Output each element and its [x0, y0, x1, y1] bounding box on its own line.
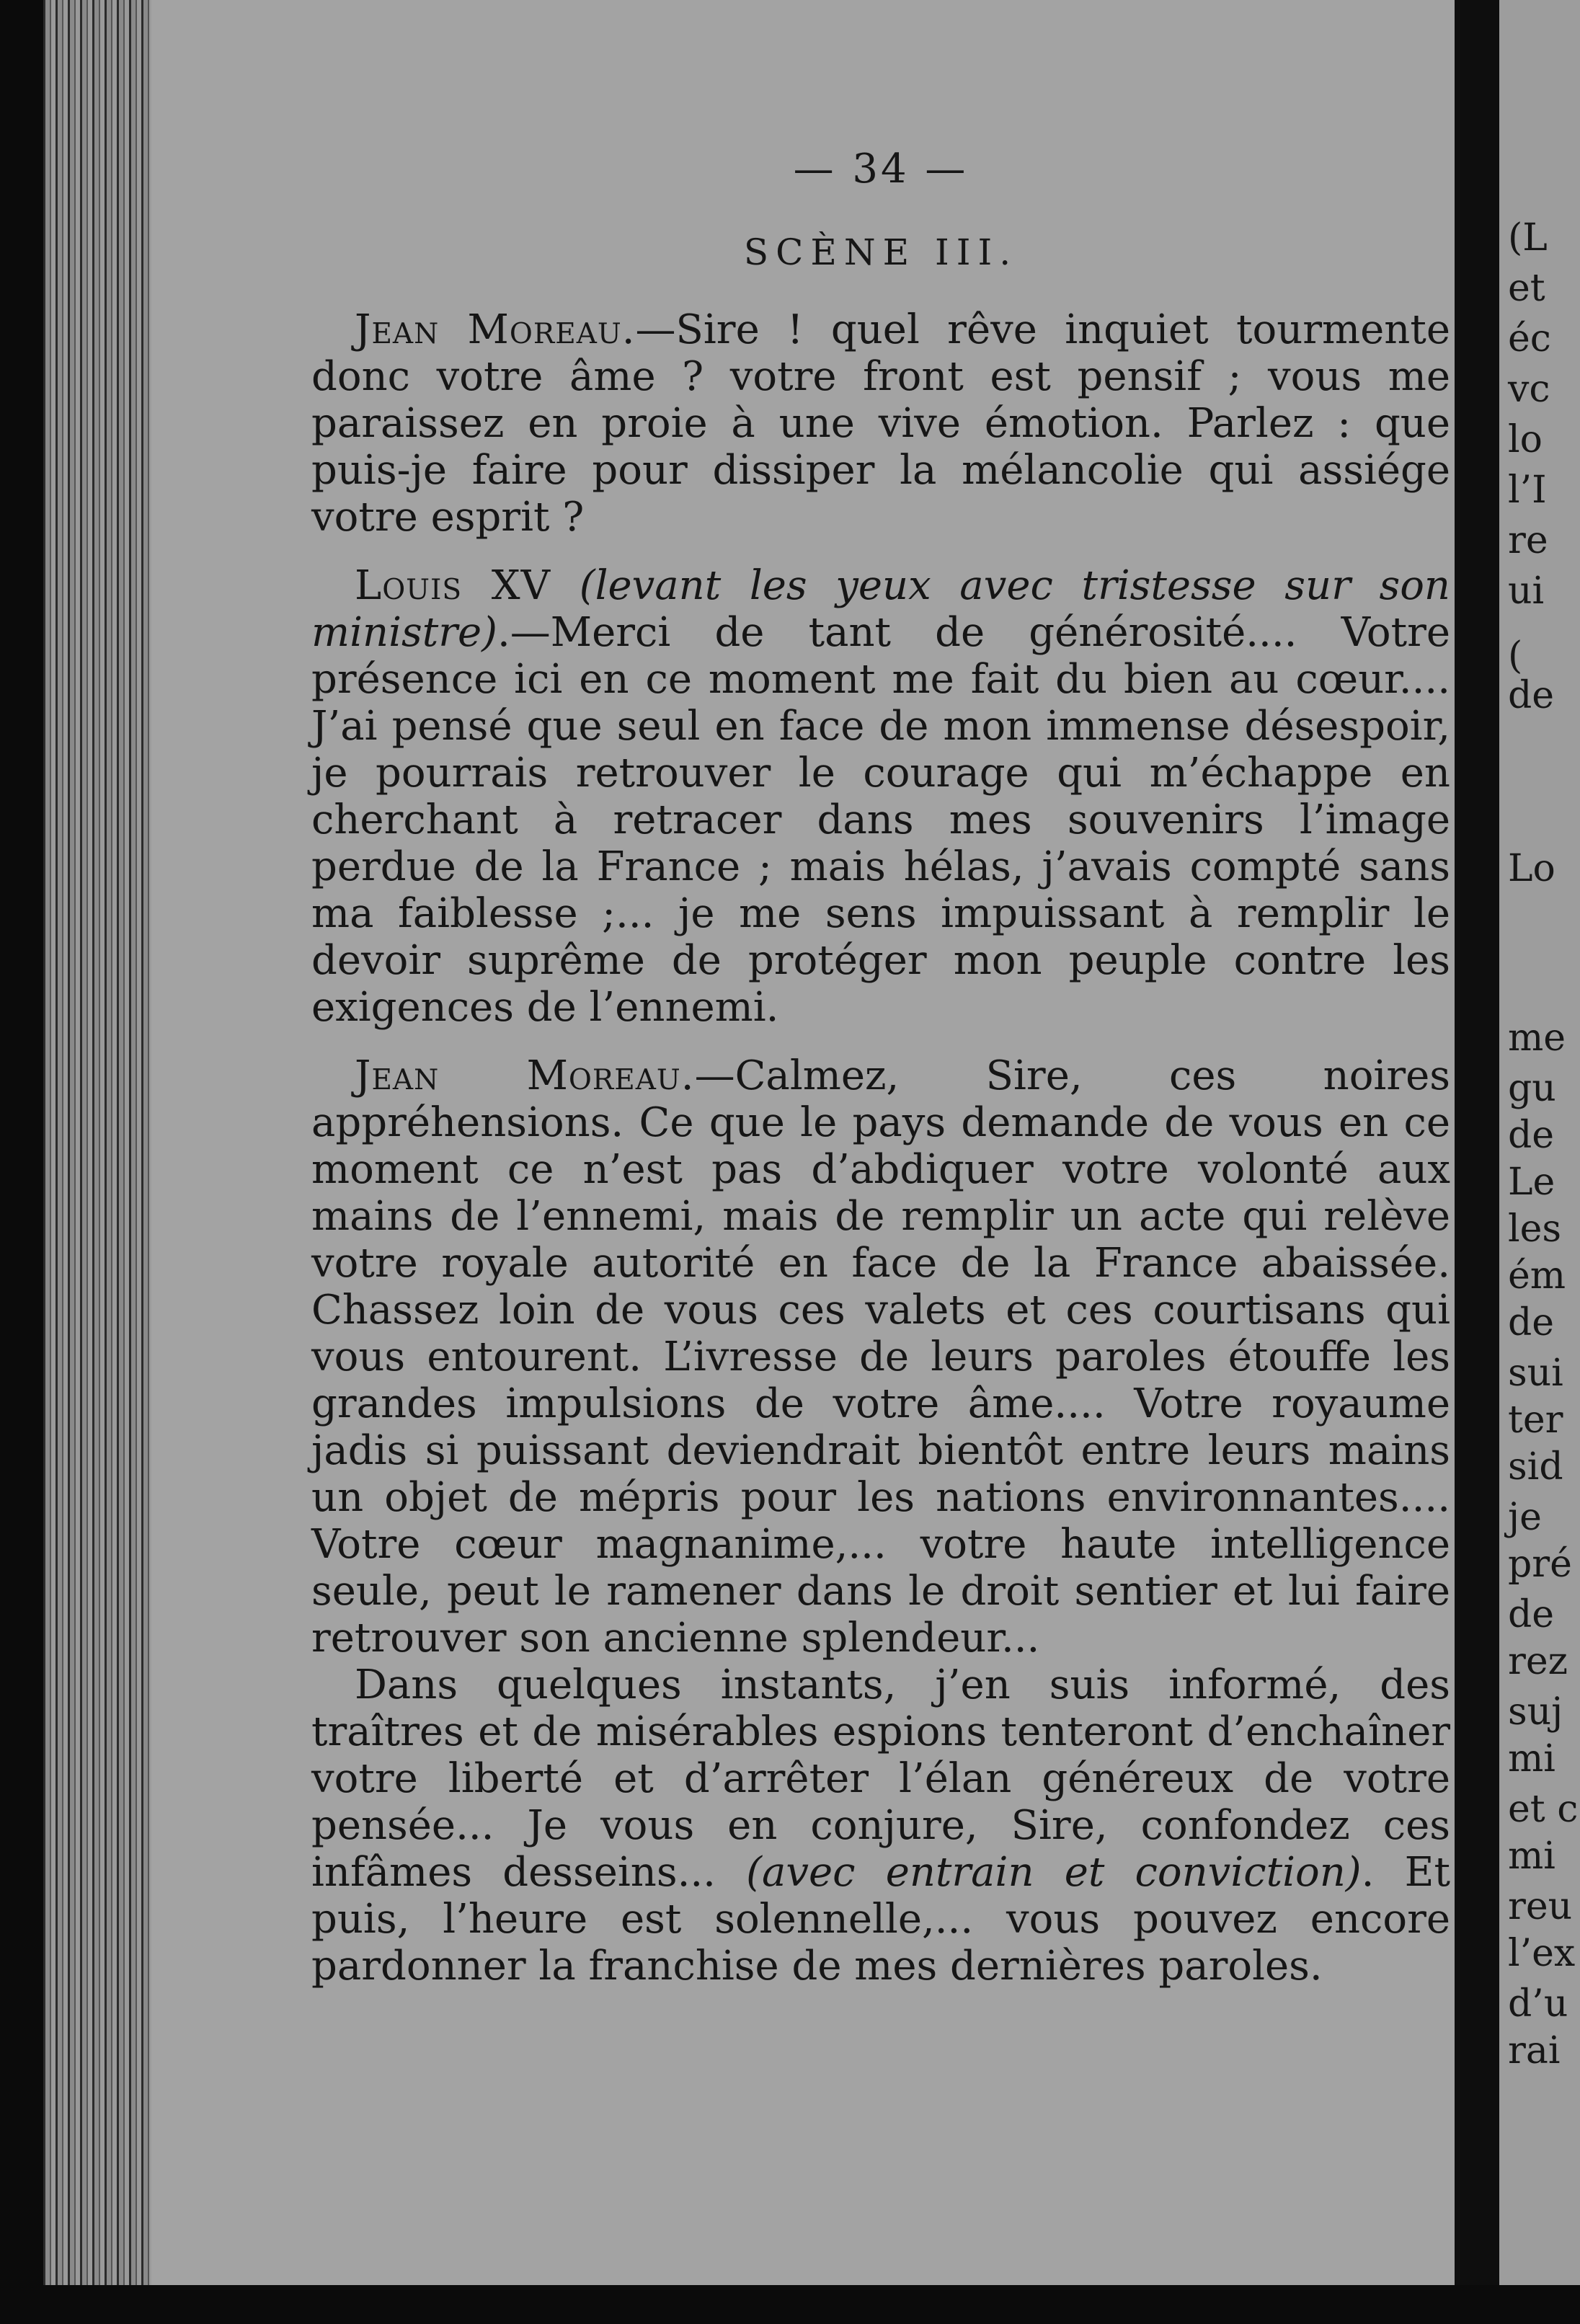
- adjacent-page-fragment: l’I: [1508, 469, 1547, 512]
- book-gutter: [1455, 0, 1499, 2285]
- adjacent-page-fragment: éc: [1508, 317, 1551, 360]
- adjacent-page-fragment: et c: [1508, 1788, 1579, 1831]
- dialogue-text: Dans quelques instants, j’en suis informé, des traîtres et de misérables espions tenteront d’enchaîner votre liberté et d’arrêter l’élan généreux de votre pensée... Je vous en conjure, Sire, confondez ces infâmes desseins...: [311, 1662, 1450, 1896]
- speaker-name: Louis XV: [355, 562, 551, 609]
- adjacent-page-fragment: mi: [1508, 1737, 1555, 1780]
- adjacent-page-fragment: vc: [1508, 368, 1550, 411]
- speaker-name: Jean Moreau.: [355, 1052, 695, 1099]
- page-text: [311, 137, 1450, 1990]
- adjacent-page-fragment: et: [1508, 267, 1545, 310]
- adjacent-page-fragment: l’ex: [1508, 1932, 1576, 1975]
- adjacent-page-fragment: pré: [1508, 1543, 1572, 1586]
- adjacent-page-fragment: ém: [1508, 1254, 1566, 1298]
- adjacent-page-fragment: Lo: [1508, 847, 1555, 890]
- adjacent-page-fragment: mi: [1508, 1835, 1555, 1878]
- adjacent-page-fragment: de: [1508, 1114, 1555, 1157]
- adjacent-page-fragment: de: [1508, 1301, 1555, 1344]
- stage-direction: (levant les yeux avec tristesse sur son ministre): [311, 562, 1450, 656]
- adjacent-page-fragment: lo: [1508, 418, 1543, 461]
- adjacent-page-fragment: ter: [1508, 1398, 1563, 1442]
- scene-title: SCÈNE III.: [743, 231, 1018, 273]
- adjacent-page-fragment: reu: [1508, 1885, 1573, 1928]
- dialogue-paragraph-1: [311, 306, 1450, 541]
- dialogue-text: —Sire ! quel rêve inquiet tourmente donc votre âme ? votre front est pensif ; vous me paraissez en proie à une vive émotion. Parlez : que puis-je faire pour dissiper la mélancolie qui assiége votre esprit ?: [311, 306, 1450, 541]
- stage-direction: (avec entrain et conviction): [746, 1849, 1362, 1896]
- adjacent-page-fragment: suj: [1508, 1690, 1563, 1734]
- book-page-edges: [43, 0, 151, 2285]
- adjacent-page-fragment: Le: [1508, 1161, 1555, 1204]
- adjacent-page-fragment: ui: [1508, 569, 1545, 613]
- adjacent-page-fragment: de: [1508, 674, 1555, 717]
- adjacent-page-fragment: rez: [1508, 1640, 1568, 1683]
- adjacent-page-fragment: de: [1508, 1593, 1555, 1636]
- dialogue-text: —Calmez, Sire, ces noires appréhensions. Ce que le pays demande de vous en ce moment ce n’est pas d’abdiquer votre volonté aux mains de l’ennemi, mais de remplir un acte qui relève votre royale autorité en face de la France abaissée. Chassez loin de vous ces valets et ces courtisans qui vous entourent. L’ivresse de leurs paroles étouffe les grandes impulsions de votre âme.... Votre royaume jadis si puissant deviendrait bientôt entre leurs mains un objet de mépris pour les nations environnantes.... Votre cœur magnanime,... votre haute intelligence seule, peut le ramener dans le droit sentier et lui faire retrouver son ancienne splendeur...: [311, 1052, 1450, 1662]
- adjacent-page-fragment: d’u: [1508, 1982, 1568, 2026]
- adjacent-page-fragment: me: [1508, 1016, 1566, 1060]
- dialogue-paragraph-2: [311, 562, 1450, 1031]
- adjacent-page-fragment: re: [1508, 519, 1548, 562]
- dialogue-paragraph-3: [311, 1052, 1450, 1662]
- adjacent-page-fragment: gu: [1508, 1067, 1556, 1110]
- adjacent-page-fragment: sui: [1508, 1352, 1563, 1395]
- adjacent-page-fragment: (: [1508, 634, 1523, 678]
- adjacent-page-fragment: je: [1508, 1496, 1542, 1539]
- adjacent-page-fragment: les: [1508, 1207, 1562, 1251]
- adjacent-page-fragment: sid: [1508, 1445, 1563, 1489]
- adjacent-page-fragment: (L: [1508, 216, 1548, 260]
- scan-bottom-border: [0, 2285, 1580, 2324]
- speaker-name: Jean Moreau.: [355, 306, 636, 353]
- dialogue-paragraph-4: [311, 1662, 1450, 1990]
- dialogue-text: . Et puis, l’heure est solennelle,... vous pouvez encore pardonner la franchise de mes dernières paroles.: [311, 1849, 1450, 1990]
- dialogue-text: .—Merci de tant de générosité.... Votre présence ici en ce moment me fait du bien au cœur.... J’ai pensé que seul en face de mon immense désespoir, je pourrais retrouver le courage qui m’échappe en cherchant à retracer dans mes souvenirs l’image perdue de la France ; mais hélas, j’avais compté sans ma faiblesse ;... je me sens impuissant à remplir le devoir suprême de protéger mon peuple contre les exigences de l’ennemi.: [311, 609, 1450, 1031]
- page-number: — 34 —: [793, 146, 969, 192]
- adjacent-page-fragment: rai: [1508, 2029, 1561, 2072]
